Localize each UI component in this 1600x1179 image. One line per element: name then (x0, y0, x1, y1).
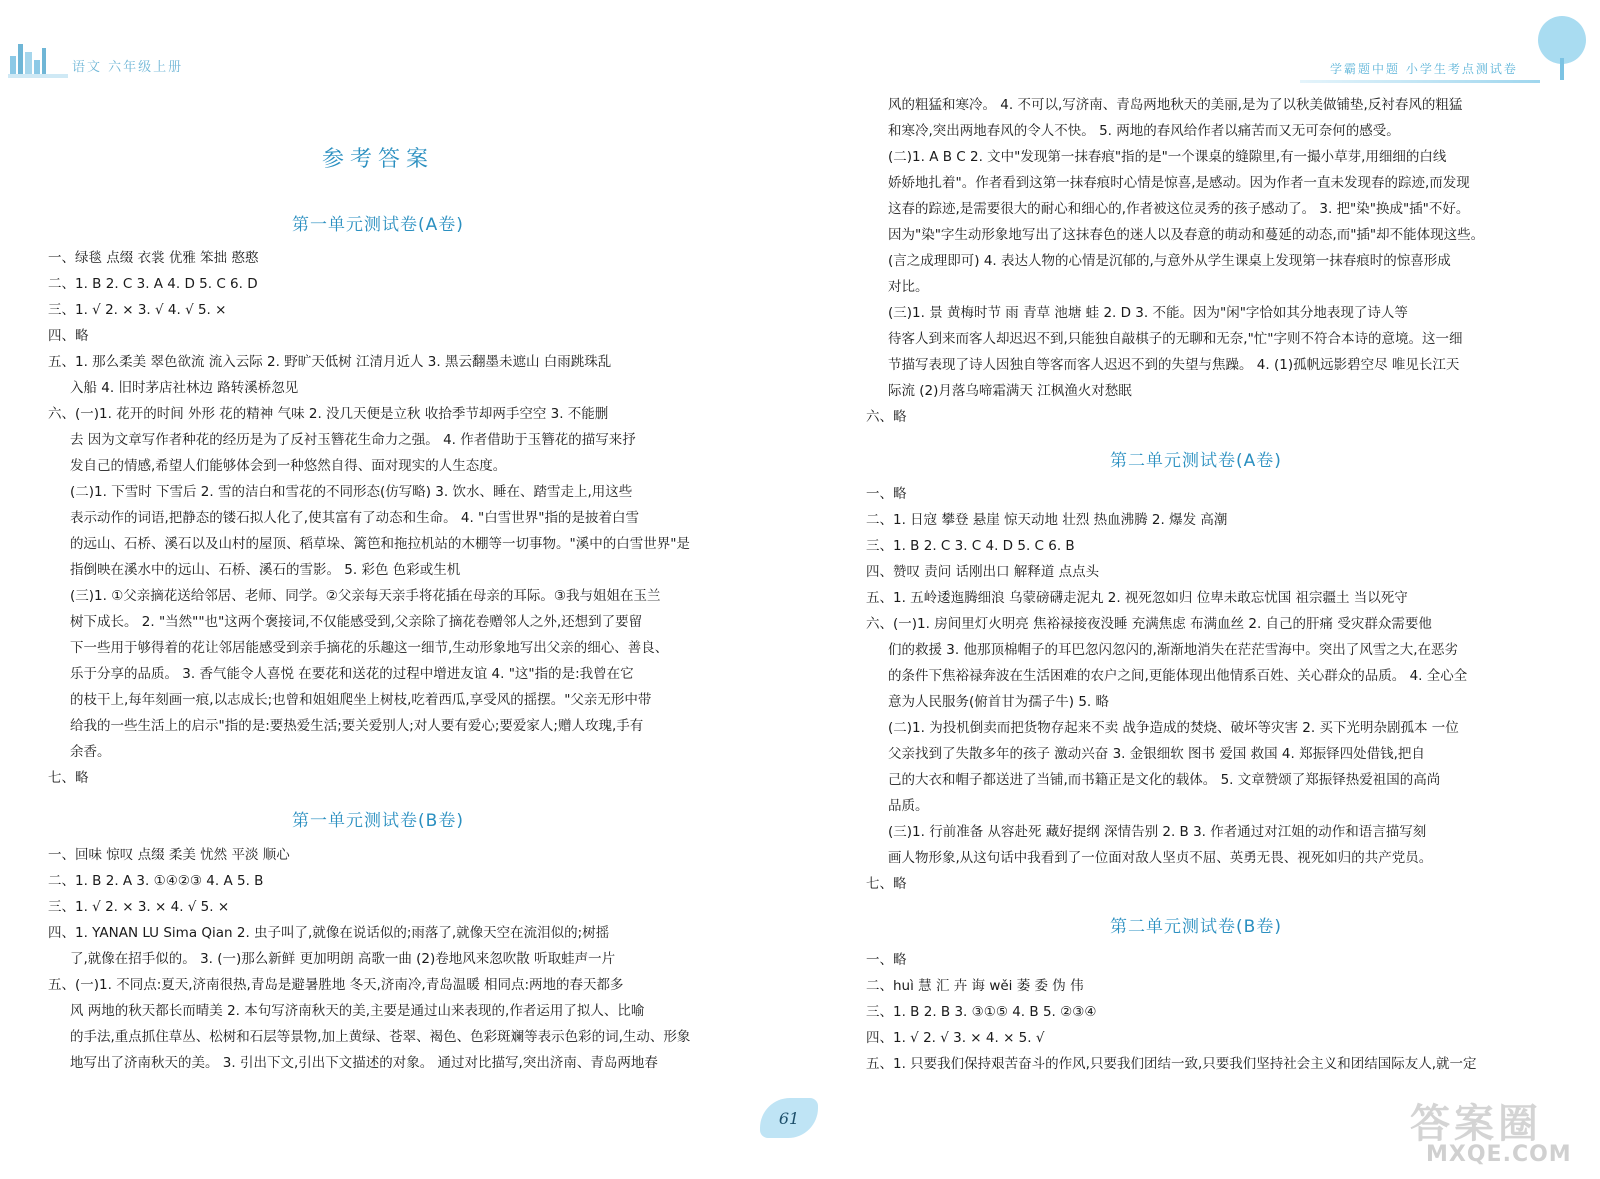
answer-line: 节描写表现了诗人因独自等客而客人迟迟不到的失望与焦躁。 4. (1)孤帆远影碧空尽 唯见长江天 (888, 357, 1460, 373)
answer-line: 对比。 (888, 279, 929, 295)
answer-line: 指倒映在溪水中的远山、石桥、溪石的雪影。 5. 彩色 色彩或生机 (70, 562, 461, 578)
page-header-right (1300, 14, 1600, 84)
answer-line: 三、1. √ 2. × 3. √ 4. √ 5. × (48, 302, 227, 318)
answer-line: 和寒冷,突出两地春风的令人不快。 5. 两地的春风给作者以痛苦而又无可奈何的感受。 (888, 123, 1400, 139)
answer-line: 一、略 (866, 952, 907, 968)
answer-line: 们的救援 3. 他那顶棉帽子的耳巴忽闪忽闪的,渐渐地消失在茫茫雪海中。突出了风雪之大,在恶劣 (888, 642, 1459, 658)
answer-line: 五、1. 那么柔美 翠色欲流 流入云际 2. 野旷天低树 江清月近人 3. 黑云翻墨未遮山 白雨跳珠乱 (48, 354, 612, 370)
answer-line: 下一些用于够得着的花让邻居能感受到亲手摘花的乐趣这一细节,生动形象地写出父亲的细心、善良、 (70, 640, 669, 656)
answer-line: 五、1. 五岭逶迤腾细浪 乌蒙磅礴走泥丸 2. 视死忽如归 位卑未敢忘忧国 祖宗疆土 当以死守 (866, 590, 1408, 606)
answer-line: 地写出了济南秋天的美。 3. 引出下文,引出下文描述的对象。 通过对比描写,突出济南、青岛两地春 (70, 1055, 658, 1071)
answer-line: 给我的一些生活上的启示"指的是:要热爱生活;要关爱别人;对人要有爱心;要爱家人;赠人玫瑰,手有 (70, 718, 644, 734)
watermark-url: MXQE.COM (1426, 1142, 1572, 1167)
answer-line: 待客人到来而客人却迟迟不到,只能独自敲棋子的无聊和无奈,"忙"字则不符合本诗的意境。这一细 (888, 331, 1463, 347)
answer-line: (二)1. 下雪时 下雪后 2. 雪的洁白和雪花的不同形态(仿写略) 3. 饮水、睡在、踏雪走上,用这些 (70, 484, 633, 500)
answer-line: 四、1. √ 2. √ 3. × 4. × 5. √ (866, 1030, 1045, 1046)
answer-line: 一、回味 惊叹 点缀 柔美 忧然 平淡 顺心 (48, 847, 290, 863)
header-divider (1300, 80, 1540, 83)
answer-line: 风 两地的秋天都长而晴美 2. 本句写济南秋天的美,主要是通过山来表现的,作者运用了拟人、比喻 (70, 1003, 645, 1019)
answer-line: (三)1. 景 黄梅时节 雨 青草 池塘 蛙 2. D 3. 不能。因为"闲"字恰如其分地表现了诗人等 (888, 305, 1408, 321)
answer-line: 了,就像在招手似的。 3. (一)那么新鲜 更加明朗 高歌一曲 (2)卷地风来忽吹散 听取蛙声一片 (70, 951, 616, 967)
header-subject-label: 语文 六年级上册 (72, 60, 184, 75)
answer-line: 乐于分享的品质。 3. 香气能令人喜悦 在要花和送花的过程中增进友谊 4. "这"指的是:我曾在它 (70, 666, 634, 682)
answer-line: 己的大衣和帽子都送进了当铺,而书籍正是文化的载体。 5. 文章赞颂了郑振铎热爱祖国的高尚 (888, 772, 1441, 788)
answer-line: 这春的踪迹,是需要很大的耐心和细心的,作者被这位灵秀的孩子感动了。 3. 把"染"换成"插"不好。 (888, 201, 1470, 217)
answer-line: 一、略 (866, 486, 907, 502)
answer-line: 二、1. 日寇 攀登 悬崖 惊天动地 壮烈 热血沸腾 2. 爆发 高潮 (866, 512, 1228, 528)
answer-line: 五、(一)1. 不同点:夏天,济南很热,青岛是避暑胜地 冬天,济南冷,青岛温暖 相同点:两地的春天都多 (48, 977, 624, 993)
answer-line: 发自己的情感,希望人们能够体会到一种悠然自得、面对现实的人生态度。 (70, 458, 507, 474)
answer-line: 三、1. B 2. B 3. ③①⑤ 4. B 5. ②③④ (866, 1004, 1097, 1020)
watermark-logo: 答案圈 (1410, 1101, 1542, 1147)
page-number: 61 (760, 1098, 818, 1138)
answer-line: 树下成长。 2. "当然""也"这两个褒接词,不仅能感受到,父亲除了摘花卷赠邻人之外,还想到了要留 (70, 614, 643, 630)
answer-line: 风的粗猛和寒冷。 4. 不可以,写济南、青岛两地秋天的美丽,是为了以秋美做铺垫,反衬春风的粗猛 (888, 97, 1463, 113)
answer-line: 六、略 (866, 409, 907, 425)
answer-line: (二)1. 为投机倒卖而把货物存起来不卖 战争造成的焚烧、破坏等灾害 2. 买下光明杂剧孤本 一位 (888, 720, 1459, 736)
answer-line: 七、略 (866, 876, 907, 892)
answer-line: 画人物形象,从这句话中我看到了一位面对敌人坚贞不屈、英勇无畏、视死如归的共产党员。 (888, 850, 1433, 866)
answer-line: 父亲找到了失散多年的孩子 激动兴奋 3. 金银细软 图书 爱国 救国 4. 郑振铎四处借钱,把自 (888, 746, 1425, 762)
answer-line: 一、绿毯 点缀 衣裳 优雅 笨拙 憨憨 (48, 250, 259, 266)
page-title: 参考答案 (321, 147, 434, 172)
section-title: 第一单元测试卷(B卷) (292, 811, 464, 831)
answer-line: 的远山、石桥、溪石以及山村的屋顶、稻草垛、篱笆和拖拉机站的木棚等一切事物。"溪中的白雪世界"是 (70, 536, 690, 552)
answer-line: 余香。 (70, 744, 111, 760)
watermark (1400, 1092, 1590, 1172)
header-brand-label: 学霸题中题 小学生考点测试卷 (1330, 62, 1518, 76)
answer-line: 六、(一)1. 花开的时间 外形 花的精神 气味 2. 没几天便是立秋 收拾季节却两手空空 3. 不能删 (48, 406, 609, 422)
answer-line: 娇娇地扎着"。作者看到这第一抹春痕时心情是惊喜,是感动。因为作者一直未发现春的踪迹,而发现 (888, 175, 1470, 191)
skyline-icon (8, 38, 68, 78)
answer-line: 五、1. 只要我们保持艰苦奋斗的作风,只要我们团结一致,只要我们坚持社会主义和团结国际友人,就一定 (866, 1056, 1477, 1072)
section-title: 第二单元测试卷(B卷) (1110, 917, 1282, 937)
answer-line: (三)1. ①父亲摘花送给邻居、老师、同学。②父亲每天亲手将花插在母亲的耳际。③我与姐姐在玉兰 (70, 588, 661, 604)
answer-line: 二、1. B 2. C 3. A 4. D 5. C 6. D (48, 276, 258, 292)
section-title: 第一单元测试卷(A卷) (292, 215, 464, 235)
answer-line: 际流 (2)月落乌啼霜满天 江枫渔火对愁眠 (888, 383, 1132, 399)
section-title: 第二单元测试卷(A卷) (1110, 451, 1282, 471)
answer-line: 的手法,重点抓住草丛、松树和石层等景物,加上黄绿、苍翠、褐色、色彩斑斓等表示色彩的词,生动、形象 (70, 1029, 691, 1045)
answer-line: 意为人民服务(俯首甘为孺子牛) 5. 略 (888, 694, 1109, 710)
answer-line: (言之成理即可) 4. 表达人物的心情是沉郁的,与意外从学生课桌上发现第一抹春痕时的惊喜形成 (888, 253, 1451, 269)
answer-line: 六、(一)1. 房间里灯火明亮 焦裕禄接夜没睡 充满焦虑 布满血丝 2. 自己的肝痛 受灾群众需要他 (866, 616, 1432, 632)
answer-line: 四、略 (48, 328, 89, 344)
answer-line: (三)1. 行前准备 从容赴死 藏好提纲 深情告别 2. B 3. 作者通过对江姐的动作和语言描写刻 (888, 824, 1427, 840)
tree-icon (1532, 14, 1592, 84)
answer-line: 品质。 (888, 798, 929, 814)
answer-line: 三、1. B 2. C 3. C 4. D 5. C 6. B (866, 538, 1075, 554)
answer-line: (二)1. A B C 2. 文中"发现第一抹春痕"指的是"一个课桌的缝隙里,有一撮小草芽,用细细的白线 (888, 149, 1447, 165)
answer-line: 的条件下焦裕禄奔波在生活困难的农户之间,更能体现出他情系百姓、关心群众的品质。 4. 全心全 (888, 668, 1468, 684)
answer-line: 去 因为文章写作者种花的经历是为了反衬玉簪花生命力之强。 4. 作者借助于玉簪花的描写来抒 (70, 432, 636, 448)
answer-line: 四、1. YANAN LU Sima Qian 2. 虫子叫了,就像在说话似的;雨落了,就像天空在流泪似的;树摇 (48, 925, 610, 941)
answer-line: 二、1. B 2. A 3. ①④②③ 4. A 5. B (48, 873, 264, 889)
answer-line: 七、略 (48, 770, 89, 786)
answer-line: 四、赞叹 责问 话刚出口 解释道 点点头 (866, 564, 1100, 580)
page-header-left (8, 38, 308, 78)
answer-line: 表示动作的词语,把静态的镂石拟人化了,使其富有了动态和生命。 4. "白雪世界"指的是披着白雪 (70, 510, 639, 526)
answer-line: 三、1. √ 2. × 3. × 4. √ 5. × (48, 899, 230, 915)
answer-line: 因为"染"字生动形象地写出了这抹春色的迷人以及春意的萌动和蔓延的动态,而"插"却不能体现这些。 (888, 227, 1485, 243)
answer-line: 二、huì 慧 汇 卉 诲 wěi 萎 委 伪 伟 (866, 978, 1084, 994)
answer-line: 的枝干上,每年刻画一痕,以志成长;也曾和姐姐爬坐上树枝,吃着西瓜,享受风的摇摆。"父亲无形中带 (70, 692, 652, 708)
answer-line: 入船 4. 旧时茅店社林边 路转溪桥忽见 (70, 380, 299, 396)
